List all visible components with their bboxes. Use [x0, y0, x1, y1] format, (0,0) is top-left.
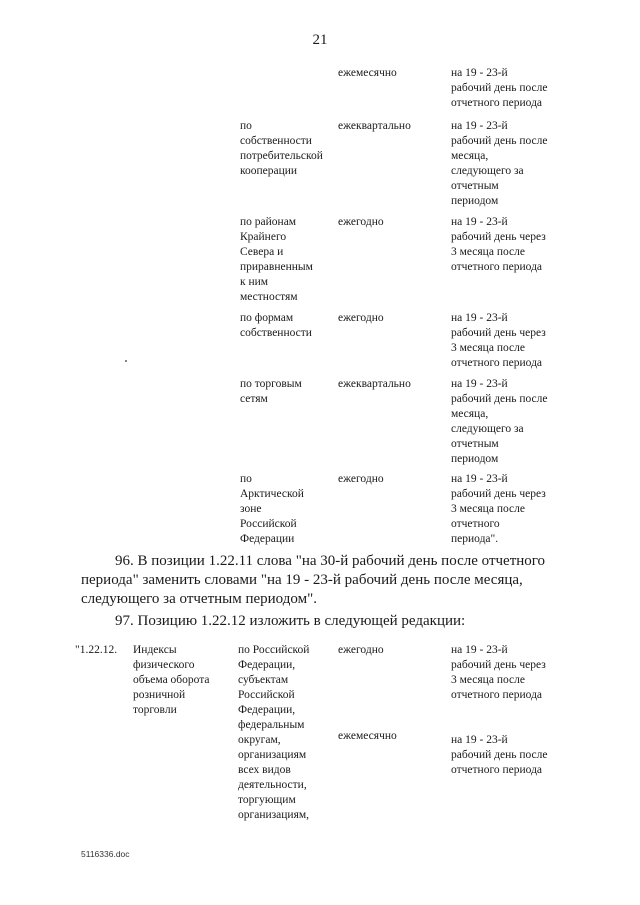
- table-row-2-deadline: на 19 - 23-й рабочий день через 3 месяца после отчетного периода: [451, 216, 546, 273]
- table-row-1-frequency: ежеквартально: [338, 120, 411, 132]
- scan-speck: [125, 360, 127, 362]
- table-row-5-frequency: ежегодно: [338, 473, 384, 485]
- table-row-0-deadline: на 19 - 23-й рабочий день после отчетного периода: [451, 67, 548, 109]
- paragraph-96: 96. В позиции 1.22.11 слова "на 30-й рабочий день после отчетного периода" заменить словами "на 19 - 23-й рабочий день после месяца, следующего за отчетным периодом".: [81, 553, 546, 607]
- indicator-name: Индексы физического объема оборота розничной торговли: [133, 644, 210, 716]
- table-row-3-frequency: ежегодно: [338, 312, 384, 324]
- footer-document-code: 5116336.doc: [81, 849, 130, 859]
- table-row-1-category: по собственности потребительской кооперации: [240, 120, 323, 177]
- table2-row-0-frequency: ежегодно: [338, 644, 384, 656]
- position-code: "1.22.12.: [75, 644, 118, 656]
- paragraph-97: 97. Позицию 1.22.12 изложить в следующей редакции:: [115, 613, 466, 629]
- table-row-5-category: по Арктической зоне Российской Федерации: [240, 473, 304, 545]
- table-row-3-deadline: на 19 - 23-й рабочий день через 3 месяца после отчетного периода: [451, 312, 546, 369]
- table-row-1-deadline: на 19 - 23-й рабочий день после месяца, следующего за отчетным периодом: [451, 120, 548, 207]
- page-number: 21: [312, 32, 328, 48]
- table-row-2-category: по районам Крайнего Севера и приравненным к ним местностям: [240, 216, 313, 303]
- table2-row-1-frequency: ежемесячно: [338, 730, 397, 742]
- table-row-4-category: по торговым сетям: [240, 378, 302, 405]
- breakdown-text: по Российской Федерации, субъектам Российской Федерации, федеральным округам, организациям всех видов деятельности, торгующим организациям,: [238, 644, 310, 821]
- table2-row-1-deadline: на 19 - 23-й рабочий день после отчетного периода: [451, 734, 548, 776]
- table-row-2-frequency: ежегодно: [338, 216, 384, 228]
- table-row-4-deadline: на 19 - 23-й рабочий день после месяца, следующего за отчетным периодом: [451, 378, 548, 465]
- table-row-4-frequency: ежеквартально: [338, 378, 411, 390]
- table2-row-0-deadline: на 19 - 23-й рабочий день через 3 месяца после отчетного периода: [451, 644, 546, 701]
- table-row-5-deadline: на 19 - 23-й рабочий день через 3 месяца после отчетного периода".: [451, 473, 546, 545]
- table-row-3-category: по формам собственности: [240, 312, 312, 339]
- table-row-0-frequency: ежемесячно: [338, 67, 397, 79]
